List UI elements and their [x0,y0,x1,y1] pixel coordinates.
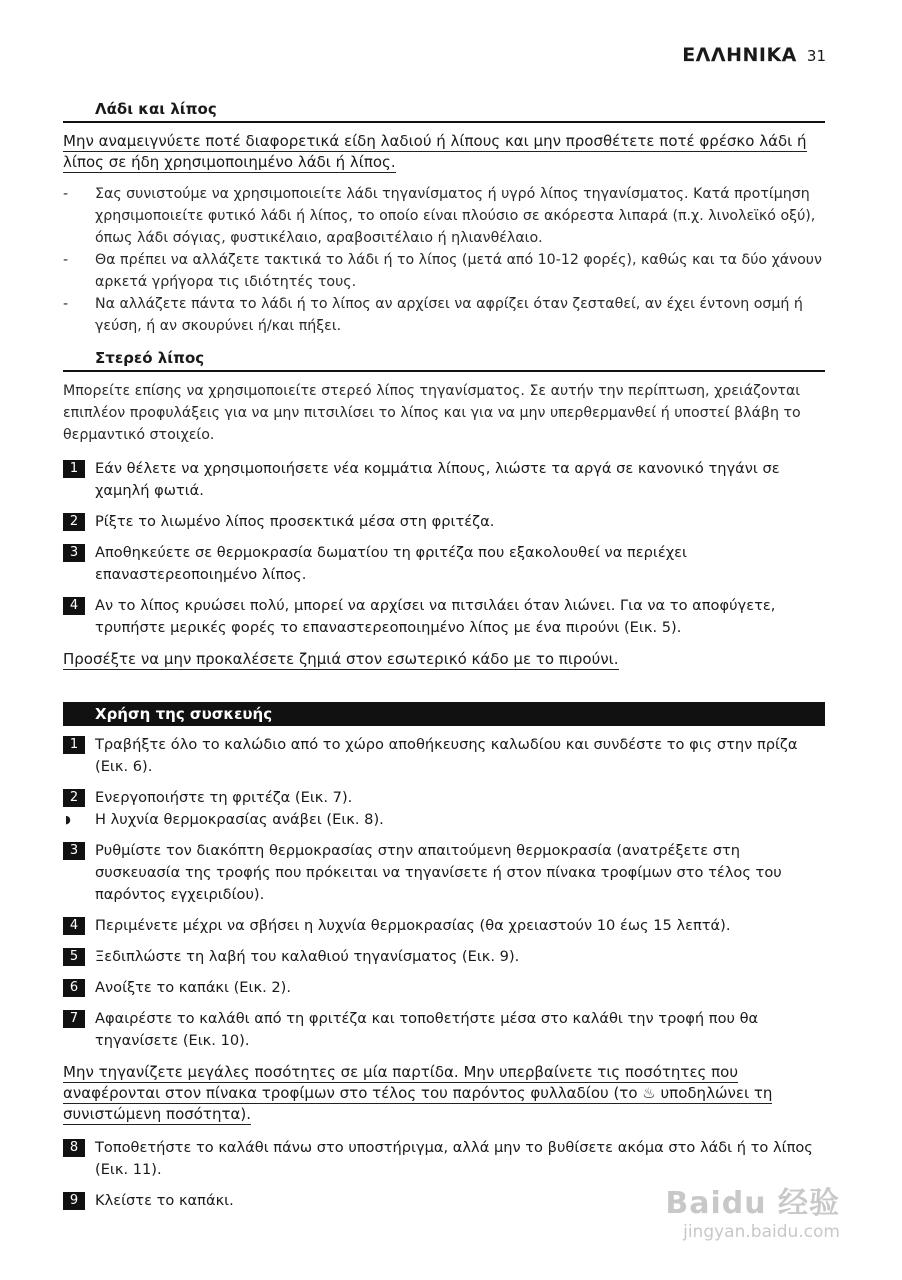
step-item: 5 Ξεδιπλώστε τη λαβή του καλαθιού τηγανίσματος (Εικ. 9). [63,946,825,968]
step-item: 7 Αφαιρέστε το καλάθι από τη φριτέζα και τοποθετήστε μέσα στο καλάθι την τροφή που θα τηγανίσετε (Εικ. 10). [63,1008,825,1052]
step-item: 1 Τραβήξτε όλο το καλώδιο από το χώρο αποθήκευσης καλωδίου και συνδέστε το φις στην πρίζα (Εικ. 6). [63,734,825,778]
step-item: 6 Ανοίξτε το καπάκι (Εικ. 2). [63,977,825,999]
page-number: 31 [806,47,826,65]
section-title-using-appliance: Χρήση της συσκευής [63,702,825,726]
page-header [682,44,826,66]
step-item: 1 Εάν θέλετε να χρησιμοποιήσετε νέα κομμάτια λίπους, λιώστε τα αργά σε κανονικό τηγάνι σε χαμηλή φωτιά. [63,458,825,502]
solid-fat-intro: Μπορείτε επίσης να χρησιμοποιείτε στερεό λίπος τηγανίσματος. Σε αυτήν την περίπτωση, χρειάζονται επιπλέον προφυλάξεις για να μην πιτσιλίσει το λίπος και για να μην υπερθερμανθεί ή υποστεί βλάβη το θερμαντικό στοιχείο. [63,383,801,443]
quantity-warning: Μην τηγανίζετε μεγάλες ποσότητες σε μία παρτίδα. Μην υπερβαίνετε τις ποσότητες που αναφέρονται στον πίνακα τροφίμων στο τέλος του παρόντος φυλλαδίου (το ♨ υποδηλώνει τη συνιστώμενη ποσότητα). [63,1063,773,1123]
oil-warning: Μην αναμειγνύετε ποτέ διαφορετικά είδη λαδιού ή λίπους και μην προσθέτετε ποτέ φρέσκο λάδι ή λίπος σε ήδη χρησιμοποιημένο λάδι ή λίπος. [63,132,807,171]
section-title-oil: Λάδι και λίπος [63,100,825,123]
step-item: 3 Ρυθμίστε τον διακόπτη θερμοκρασίας στην απαιτούμενη θερμοκρασία (ανατρέξετε στη συσκευασία της τροφής που πρόκειται να τηγανίσετε ή στον πίνακα τροφίμων στο τέλος του παρόντος εγχειριδίου). [63,840,825,906]
step-result: ◗ Η λυχνία θερμοκρασίας ανάβει (Εικ. 8). [63,809,825,831]
solid-fat-warning: Προσέξτε να μην προκαλέσετε ζημιά στον εσωτερικό κάδο με το πιρούνι. [63,650,619,668]
oil-list [63,183,825,337]
step-item: 9 Κλείστε το καπάκι. [63,1190,825,1212]
watermark-brand: Baidu 经验 [665,1186,840,1221]
step-item: 8 Τοποθετήστε το καλάθι πάνω στο υποστήριγμα, αλλά μην το βυθίσετε ακόμα στο λάδι ή το λίπος (Εικ. 11). [63,1137,825,1181]
page-content [63,100,825,1212]
step-item: 2 Ενεργοποιήστε τη φριτέζα (Εικ. 7). [63,787,825,809]
list-item: - Θα πρέπει να αλλάζετε τακτικά το λάδι ή το λίπος (μετά από 10-12 φορές), καθώς και τα δύο χάνουν αρκετά γρήγορα τις ιδιότητές τους. [63,252,822,290]
section-title-solid-fat: Στερεό λίπος [63,349,825,372]
language-label: ΕΛΛΗΝΙΚΑ [682,44,797,66]
step-item: 4 Αν το λίπος κρυώσει πολύ, μπορεί να αρχίσει να πιτσιλάει όταν λιώνει. Για να το αποφύγετε, τρυπήστε μερικές φορές το επαναστερεοποιημένο λίπος με ένα πιρούνι (Εικ. 5). [63,595,825,639]
list-item: - Σας συνιστούμε να χρησιμοποιείτε λάδι τηγανίσματος ή υγρό λίπος τηγανίσματος. Κατά προτίμηση χρησιμοποιείτε φυτικό λάδι ή λίπος, το οποίο είναι πλούσιο σε ακόρεστα λιπαρά (π.χ. λινολεϊκό οξύ), όπως λάδι σόγιας, φυστικέλαιο, αραβοσιτέλαιο ή ηλιανθέλαιο. [63,186,816,246]
watermark-url: jingyan.baidu.com [683,1222,840,1242]
result-arrow-icon: ◗ [65,813,71,826]
step-item: 2 Ρίξτε το λιωμένο λίπος προσεκτικά μέσα στη φριτέζα. [63,511,825,533]
watermark [665,1178,840,1242]
step-item: 4 Περιμένετε μέχρι να σβήσει η λυχνία θερμοκρασίας (θα χρειαστούν 10 έως 15 λεπτά). [63,915,825,937]
step-item: 3 Αποθηκεύετε σε θερμοκρασία δωματίου τη φριτέζα που εξακολουθεί να περιέχει επαναστερεοποιημένο λίπος. [63,542,825,586]
list-item: - Να αλλάζετε πάντα το λάδι ή το λίπος αν αρχίσει να αφρίζει όταν ζεσταθεί, αν έχει έντονη οσμή ή γεύση, ή αν σκουρύνει ή/και πήξει. [63,296,803,334]
